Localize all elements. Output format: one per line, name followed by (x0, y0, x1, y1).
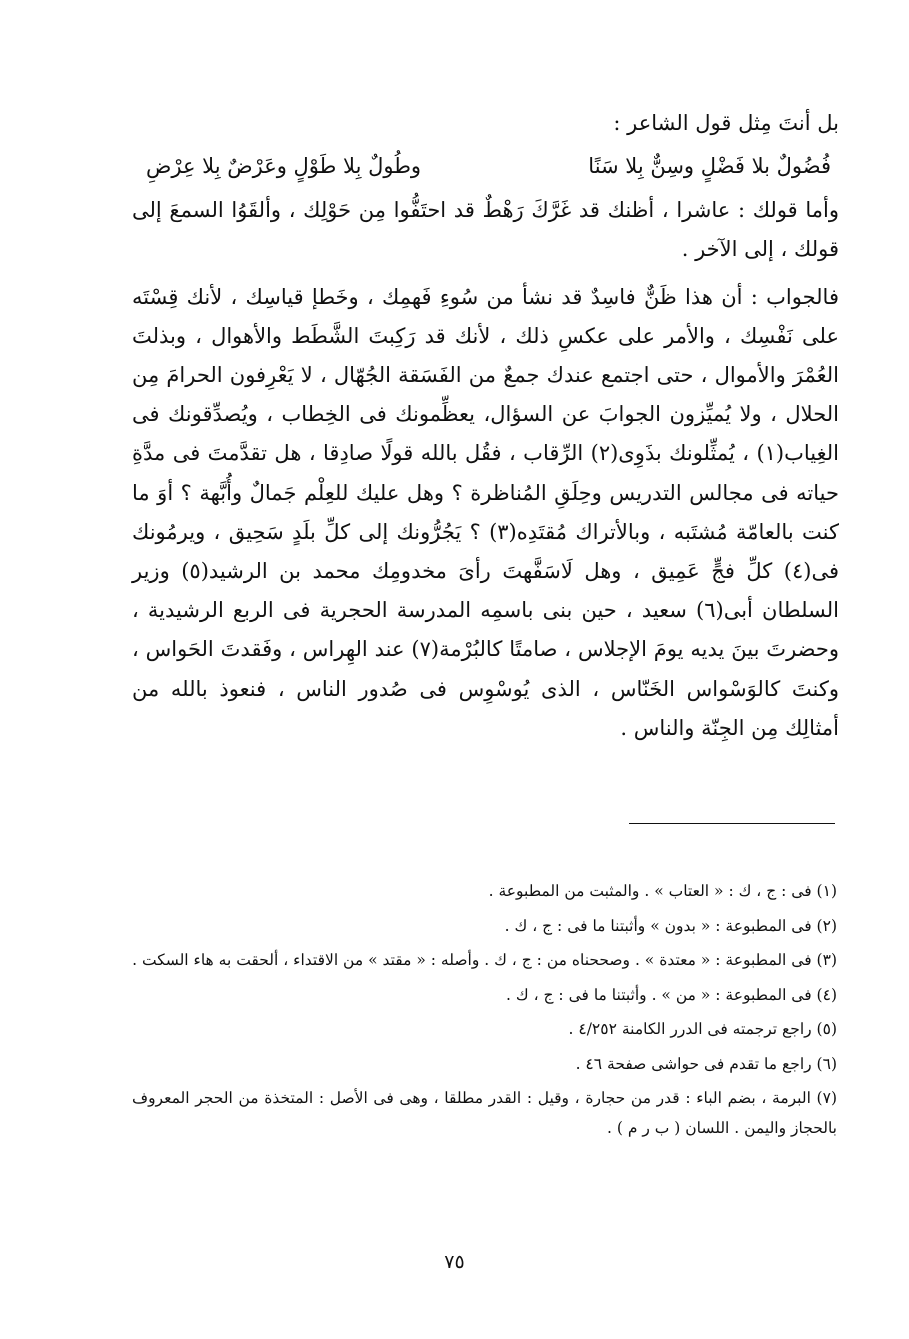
footnote: (٥) راجع ترجمته فى الدرر الكامنة ٤/٢٥٢ . (568, 1020, 837, 1038)
footnotes (132, 877, 837, 1143)
verse-hemistich-1: فُضُولٌ بلا فَضْلٍ وسِنٌّ بِلا سَنًا (588, 154, 831, 179)
paragraph-2: فالجواب : أن هذا ظَنٌّ فاسِدٌ قد نشأ من سُوءِ فَهمِك ، وخَطإ قياسِك ، لأنك قِسْتَه على نَفْسِك ، والأمر على عكسِ ذلك ، لأنك قد رَكِبتَ الشَّطَط والأهوال ، وبذلتَ العُمْرَ والأموال ، حتى اجتمع عندك جمعٌ من الفَسَقة الجُهّال ، لا يَعْرِفون الحرامَ مِن الحلال ، ولا يُميِّزون الجوابَ عن السؤال، يعظِّمونك فى الخِطاب ، ويُصدِّقونك فى الغِياب(١) ، يُمثِّلونك بذَوِى(٢) الرِّقاب ، فقُل بالله قولًا صادِقا ، هل تقدَّمتَ فى مدَّةِ حياته فى مجالس التدريس وحِلَقِ المُناظرة ؟ وهل عليك للعِلْم جَمالٌ وأُبَّهة ؟ أوَ ما كنت بالعامّة مُشتَبه ، وبالأتراك مُقتَدِه(٣) ؟ يَجُرُّونك إلى كلِّ بلَدٍ سَحِيق ، ويرمُونك فى(٤) كلِّ فجٍّ عَمِيق ، وهل لَاسَفَّهتَ رأىَ مخدومِك محمد بن الرشيد(٥) وزير السلطان أبى(٦) سعيد ، حين بنى باسمِه المدرسة الحجرية فى الربع الرشيدية ، وحضرتَ بينَ يديه يومَ الإجلاس ، صامتًا كالبُرْمة(٧) عند الهِراس ، وفَقدتَ الحَواس ، وكنتَ كالوَسْواس الخَنّاس ، الذى يُوسْوِس فى صُدور الناس ، فنعوذ بالله من أمثالِك مِن الجِنّة والناس . (132, 284, 839, 740)
footnote: (٧) البرمة ، بضم الباء : قدر من حجارة ، وقيل : القدر مطلقا ، وهى فى الأصل : المتخذة من الحجر المعروف بالحجاز واليمن . اللسان ( ب ر م ) . (132, 1089, 837, 1137)
intro-line: بل أنتَ مِثل قول الشاعر : (613, 111, 839, 135)
footnote: (١) فى : ج ، ك : « العتاب » . والمثبت من المطبوعة . (488, 882, 837, 900)
footnote: (٣) فى المطبوعة : « معتدة » . وصححناه من : ج ، ك . وأصله : « مقتد » من الاقتداء ، ألحقت به هاء السكت . (132, 951, 837, 969)
main-text (132, 104, 839, 748)
page-number: ٧٥ (444, 1251, 465, 1273)
verse-hemistich-2: وطُولٌ بِلا طَوْلٍ وعَرْضٌ بِلا عِرْضِ (146, 154, 422, 179)
footnote: (٢) فى المطبوعة : « بدون » وأثبتنا ما فى : ج ، ك . (504, 916, 837, 935)
footnote-separator (629, 823, 835, 824)
paragraph-1: وأما قولك : عاشرا ، أظنك قد غَرَّكَ رَهْطٌ قد احتَفُّوا مِن حَوْلِك ، وألقَوُا السمعَ إلى قولك ، إلى الآخر . (132, 198, 839, 262)
footnote: (٦) راجع ما تقدم فى حواشى صفحة ٤٦ . (575, 1054, 837, 1073)
poetry-verse (146, 147, 831, 185)
footnote: (٤) فى المطبوعة : « من » . وأثبتنا ما فى : ج ، ك . (506, 985, 837, 1004)
